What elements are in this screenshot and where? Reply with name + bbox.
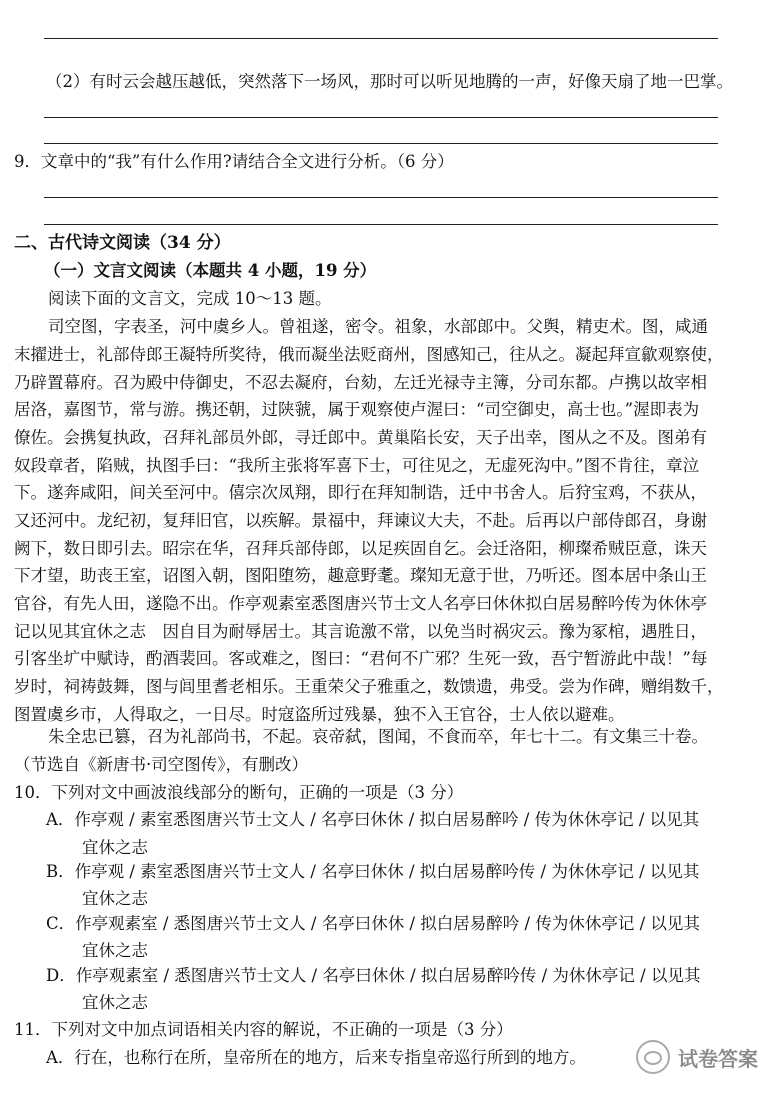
- watermark-logo: [636, 1040, 758, 1074]
- passage-line: 下才望，助丧王室，诏图入朝，图阳堕笏，趣意野耄。璨知无意于世，乃听还。图本居中条山王: [14, 566, 707, 585]
- passage-closing: 朱全忠已篡，召为礼部尚书，不起。哀帝弑，图闻，不食而卒，年七十二。有文集三十卷。: [48, 727, 708, 746]
- passage-line: 末擢进士，礼部侍郎王凝特所奖待，俄而凝坐法贬商州，图感知己，往从之。凝起拜宣歙观察使，: [14, 345, 724, 364]
- subsection-heading: （一）文言文阅读（本题共 4 小题，19 分）: [44, 261, 377, 280]
- question-9: 9．文章中的“我”有什么作用?请结合全文进行分析。（6 分）: [14, 152, 454, 171]
- option-d-line2: 宜休之志: [82, 993, 148, 1012]
- passage-line: 司空图，字表圣，河中虞乡人。曾祖遂，密令。祖象，水部郎中。父舆，精吏术。图，咸通: [48, 317, 708, 336]
- answer-line: [44, 143, 718, 144]
- option-a-line1: A．作亭观 / 素室悉图唐兴节士文人 / 名亭曰休休 / 拟白居易醉吟 / 传为休休亭记 / 以见其: [46, 810, 700, 829]
- wechat-icon: [636, 1040, 670, 1074]
- question-11-option-a: A．行在，也称行在所，皇帝所在的地方，后来专指皇帝巡行所到的地方。: [46, 1048, 586, 1067]
- passage-line: 乃辟置幕府。召为殿中侍御史，不忍去凝府，台劾，左迁光禄寺主簿，分司东都。卢携以故宰相: [14, 373, 707, 392]
- passage-line: 下。遂奔咸阳，间关至河中。僖宗次凤翔，即行在拜知制诰，迁中书舍人。后狩宝鸡，不获从，: [14, 483, 707, 502]
- option-b-line2: 宜休之志: [82, 889, 148, 908]
- passage-line: 记以见其宜休之志 因自目为耐辱居士。其言诡激不常，以免当时祸灾云。豫为冢棺，遇胜日，: [14, 622, 707, 641]
- question-10: 10．下列对文中画波浪线部分的断句，正确的一项是（3 分）: [14, 783, 464, 802]
- option-c-line1: C．作亭观素室 / 悉图唐兴节士文人 / 名亭曰休休 / 拟白居易醉吟 / 传为休休亭记 / 以见其: [46, 914, 700, 933]
- passage-line: 官谷，有先人田，遂隐不出。作亭观素室悉图唐兴节士文人名亭曰休休拟白居易醉吟传为休休亭: [14, 594, 707, 613]
- passage-source: （节选自《新唐书·司空图传》，有删改）: [14, 755, 308, 774]
- option-b-line1: B．作亭观 / 素室悉图唐兴节士文人 / 名亭曰休休 / 拟白居易醉吟传 / 为休休亭记 / 以见其: [46, 862, 700, 881]
- passage-line: 又还河中。龙纪初，复拜旧官，以疾解。景福中，拜谏议大夫，不赴。后再以户部侍郎召，身谢: [14, 511, 707, 530]
- answer-line: [44, 38, 718, 39]
- answer-line: [44, 224, 718, 225]
- passage-line: 岁时，祠祷鼓舞，图与闾里耆老相乐。王重荣父子雅重之，数馈遗，弗受。尝为作碑，赠绢数千，: [14, 677, 724, 696]
- section-heading: 二、古代诗文阅读（34 分）: [14, 233, 231, 253]
- answer-line: [44, 197, 718, 198]
- passage-line: 引客坐圹中赋诗，酌酒裴回。客或难之，图曰：“君何不广邪？生死一致，吾宁暂游此中哉！”每: [14, 649, 708, 668]
- passage-line: 奴段章者，陷贼，执图手曰：“我所主张将军喜下士，可往见之，无虚死沟中。”图不肯往，章泣: [14, 456, 700, 475]
- passage-line: 图置虞乡市，人得取之，一日尽。时寇盗所过残暴，独不入王官谷，士人依以避难。: [14, 705, 625, 724]
- passage-line: 僚佐。会携复执政，召拜礼部员外郎，寻迁郎中。黄巢陷长安，天子出幸，图从之不及。图弟有: [14, 428, 707, 447]
- option-d-line1: D．作亭观素室 / 悉图唐兴节士文人 / 名亭曰休休 / 拟白居易醉吟传 / 为休休亭记 / 以见其: [46, 966, 701, 985]
- reading-instruction: 阅读下面的文言文，完成 10～13 题。: [48, 289, 332, 308]
- option-c-line2: 宜休之志: [82, 941, 148, 960]
- question-8-2: （2）有时云会越压越低，突然落下一场风，那时可以听见地腾的一声，好像天扇了地一巴掌。: [46, 72, 733, 91]
- passage-line: 阙下，数日即引去。昭宗在华，召拜兵部侍郎，以足疾固自乞。会迁洛阳，柳璨希贼臣意，诛天: [14, 539, 707, 558]
- answer-line: [44, 117, 718, 118]
- passage-line: 居洛，嘉图节，常与游。携还朝，过陕虢，属于观察使卢渥曰：“司空御史，高士也。”渥即表为: [14, 400, 700, 419]
- question-11: 11．下列对文中加点词语相关内容的解说，不正确的一项是（3 分）: [14, 1020, 513, 1039]
- option-a-line2: 宜休之志: [82, 838, 148, 857]
- logo-text: 试卷答案: [678, 1046, 758, 1071]
